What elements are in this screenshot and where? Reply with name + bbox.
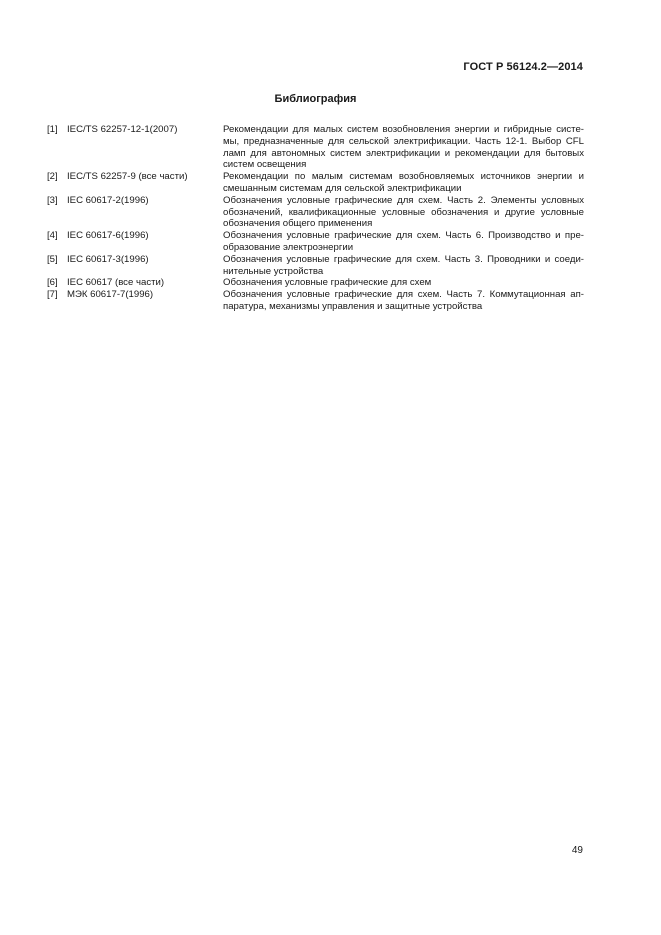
description-line: образование электроэнергии — [223, 241, 354, 253]
bibliography-entry — [47, 254, 584, 278]
entry-number: [2] — [47, 171, 58, 183]
bibliography-entry — [47, 124, 584, 171]
entry-reference: IEC/TS 62257-9 (все части) — [67, 171, 188, 183]
description-line: Рекомендации по малым системам возобновляемых источников энергии и — [223, 171, 584, 183]
bibliography-entry — [47, 171, 584, 195]
entry-number: [4] — [47, 230, 58, 242]
description-line: обозначений, квалификационные условные обозначения и другие условные — [223, 206, 584, 218]
entry-reference: МЭК 60617-7(1996) — [67, 289, 154, 301]
bibliography-entry — [47, 277, 584, 289]
entry-description — [223, 230, 584, 254]
page-number: 49 — [571, 845, 583, 856]
description-line: смешанным системам для сельской электрификации — [223, 182, 462, 194]
entry-reference: IEC 60617-2(1996) — [67, 194, 149, 206]
entry-number: [1] — [47, 124, 58, 135]
entry-description — [223, 254, 584, 278]
document-code: ГОСТ Р 56124.2—2014 — [463, 61, 583, 73]
description-line: обозначения общего применения — [223, 218, 373, 230]
bibliography-entry — [47, 195, 584, 230]
bibliography-entry — [47, 289, 584, 313]
entry-reference: IEC 60617-3(1996) — [67, 253, 149, 265]
description-line: ламп для автономных систем электрификации и рекомендации для бытовых — [223, 147, 584, 159]
bibliography-list — [47, 124, 584, 313]
entry-reference: IEC 60617-6(1996) — [67, 230, 149, 242]
bibliography-entry — [47, 230, 584, 254]
entry-description — [223, 277, 584, 289]
entry-description — [223, 195, 584, 230]
entry-reference: IEC/TS 62257-12-1(2007) — [67, 124, 178, 135]
entry-number: [5] — [47, 253, 58, 265]
entry-description — [223, 171, 584, 195]
description-line: нительные устройства — [223, 265, 324, 277]
entry-description — [223, 289, 584, 313]
page-title: Библиография — [274, 93, 357, 105]
description-line: систем освещения — [223, 159, 307, 171]
entry-number: [3] — [47, 194, 58, 206]
description-line: Обозначения условные графические для схем. Часть 7. Коммутационная ап- — [223, 289, 584, 301]
description-line: Рекомендации для малых систем возобновления энергии и гибридные систе- — [223, 124, 584, 135]
description-line: паратура, механизмы управления и защитные устройства — [223, 300, 483, 312]
description-line: Обозначения условные графические для схем. Часть 6. Производство и пре- — [223, 230, 584, 242]
description-line: Обозначения условные графические для схем. Часть 2. Элементы условных — [223, 194, 584, 206]
entry-number: [7] — [47, 289, 58, 301]
entry-reference: IEC 60617 (все части) — [67, 277, 165, 289]
description-line: Обозначения условные графические для схем. Часть 3. Проводники и соеди- — [223, 253, 584, 265]
entry-number: [6] — [47, 277, 58, 289]
description-line: мы, предназначенные для сельской электрификации. Часть 12-1. Выбор CFL — [223, 135, 584, 147]
description-line: Обозначения условные графические для схем — [223, 277, 432, 289]
entry-description — [223, 124, 584, 171]
